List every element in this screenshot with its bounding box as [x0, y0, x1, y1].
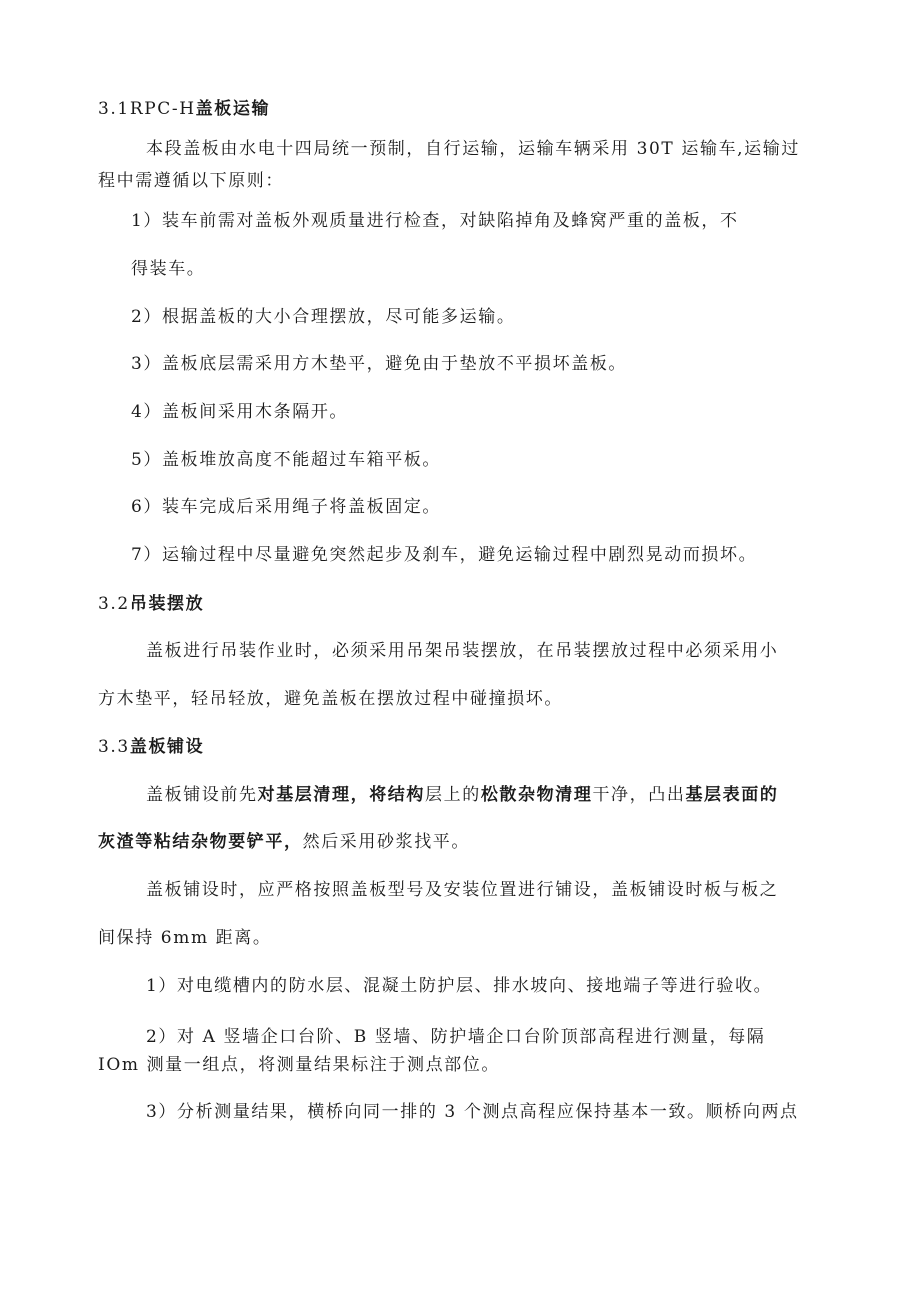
list-item: 2）对 A 竖墙企口台阶、B 竖墙、防护墙企口台阶顶部高程进行测量，每隔: [146, 1027, 766, 1047]
section-3-1-heading: [98, 101, 270, 118]
section-title: 吊装摆放: [129, 594, 205, 614]
paragraph-line: 程中需遵循以下原则：: [98, 171, 284, 191]
section-number: 3.1RPC-H: [98, 99, 196, 119]
section-number: 3.3: [98, 737, 130, 757]
list-item: 7）运输过程中尽量避免突然起步及刹车，避免运输过程中剧烈晃动而损坏。: [131, 545, 758, 565]
bold-text-run: 基层表面的: [685, 785, 779, 805]
paragraph-line: 本段盖板由水电十四局统一预制，自行运输，运输车辆采用 30T 运输车,运输过: [146, 139, 800, 159]
text-run: 盖板铺设前先: [146, 785, 258, 805]
paragraph-line: [146, 787, 778, 804]
section-title: 盖板铺设: [129, 737, 205, 757]
list-item: 2）根据盖板的大小合理摆放，尽可能多运输。: [131, 307, 516, 327]
list-item: 5）盖板堆放高度不能超过车箱平板。: [131, 450, 442, 470]
paragraph-line: 方木垫平，轻吊轻放，避免盖板在摆放过程中碰撞损坏。: [98, 689, 563, 709]
bold-text-run: 灰渣等粘结杂物要铲平，: [98, 832, 303, 852]
section-3-3-heading: [98, 739, 204, 756]
list-item: 1）对电缆槽内的防水层、混凝土防护层、排水坡向、接地端子等进行验收。: [146, 976, 773, 996]
paragraph-line: 盖板进行吊装作业时，必须采用吊架吊装摆放，在吊装摆放过程中必须采用小: [146, 641, 779, 661]
list-item: 1）装车前需对盖板外观质量进行检查，对缺陷掉角及蜂窝严重的盖板，不: [131, 211, 739, 231]
section-3-2-heading: [98, 596, 204, 613]
paragraph-line: 间保持 6mm 距离。: [98, 928, 272, 948]
paragraph-line: 盖板铺设时，应严格按照盖板型号及安装位置进行铺设，盖板铺设时板与板之: [146, 880, 779, 900]
text-run: 然后采用砂浆找平。: [302, 832, 471, 852]
text-run: 层上的: [425, 785, 481, 805]
list-item: 4）盖板间采用木条隔开。: [131, 402, 349, 422]
paragraph-line: [98, 834, 470, 851]
list-item: 3）分析测量结果，横桥向同一排的 3 个测点高程应保持基本一致。顺桥向两点: [146, 1102, 799, 1122]
list-item: 得装车。: [131, 259, 206, 279]
text-run: 干净，凸出: [592, 785, 686, 805]
list-item: 3）盖板底层需采用方木垫平，避免由于垫放不平损坏盖板。: [131, 354, 628, 374]
section-number: 3.2: [98, 594, 130, 614]
list-item: 6）装车完成后采用绳子将盖板固定。: [131, 497, 442, 517]
list-item: IOm 测量一组点，将测量结果标注于测点部位。: [98, 1055, 500, 1075]
section-title: 盖板运输: [195, 99, 271, 119]
bold-text-run: 对基层清理，将结构: [257, 785, 426, 805]
bold-text-run: 松散杂物清理: [480, 785, 593, 805]
